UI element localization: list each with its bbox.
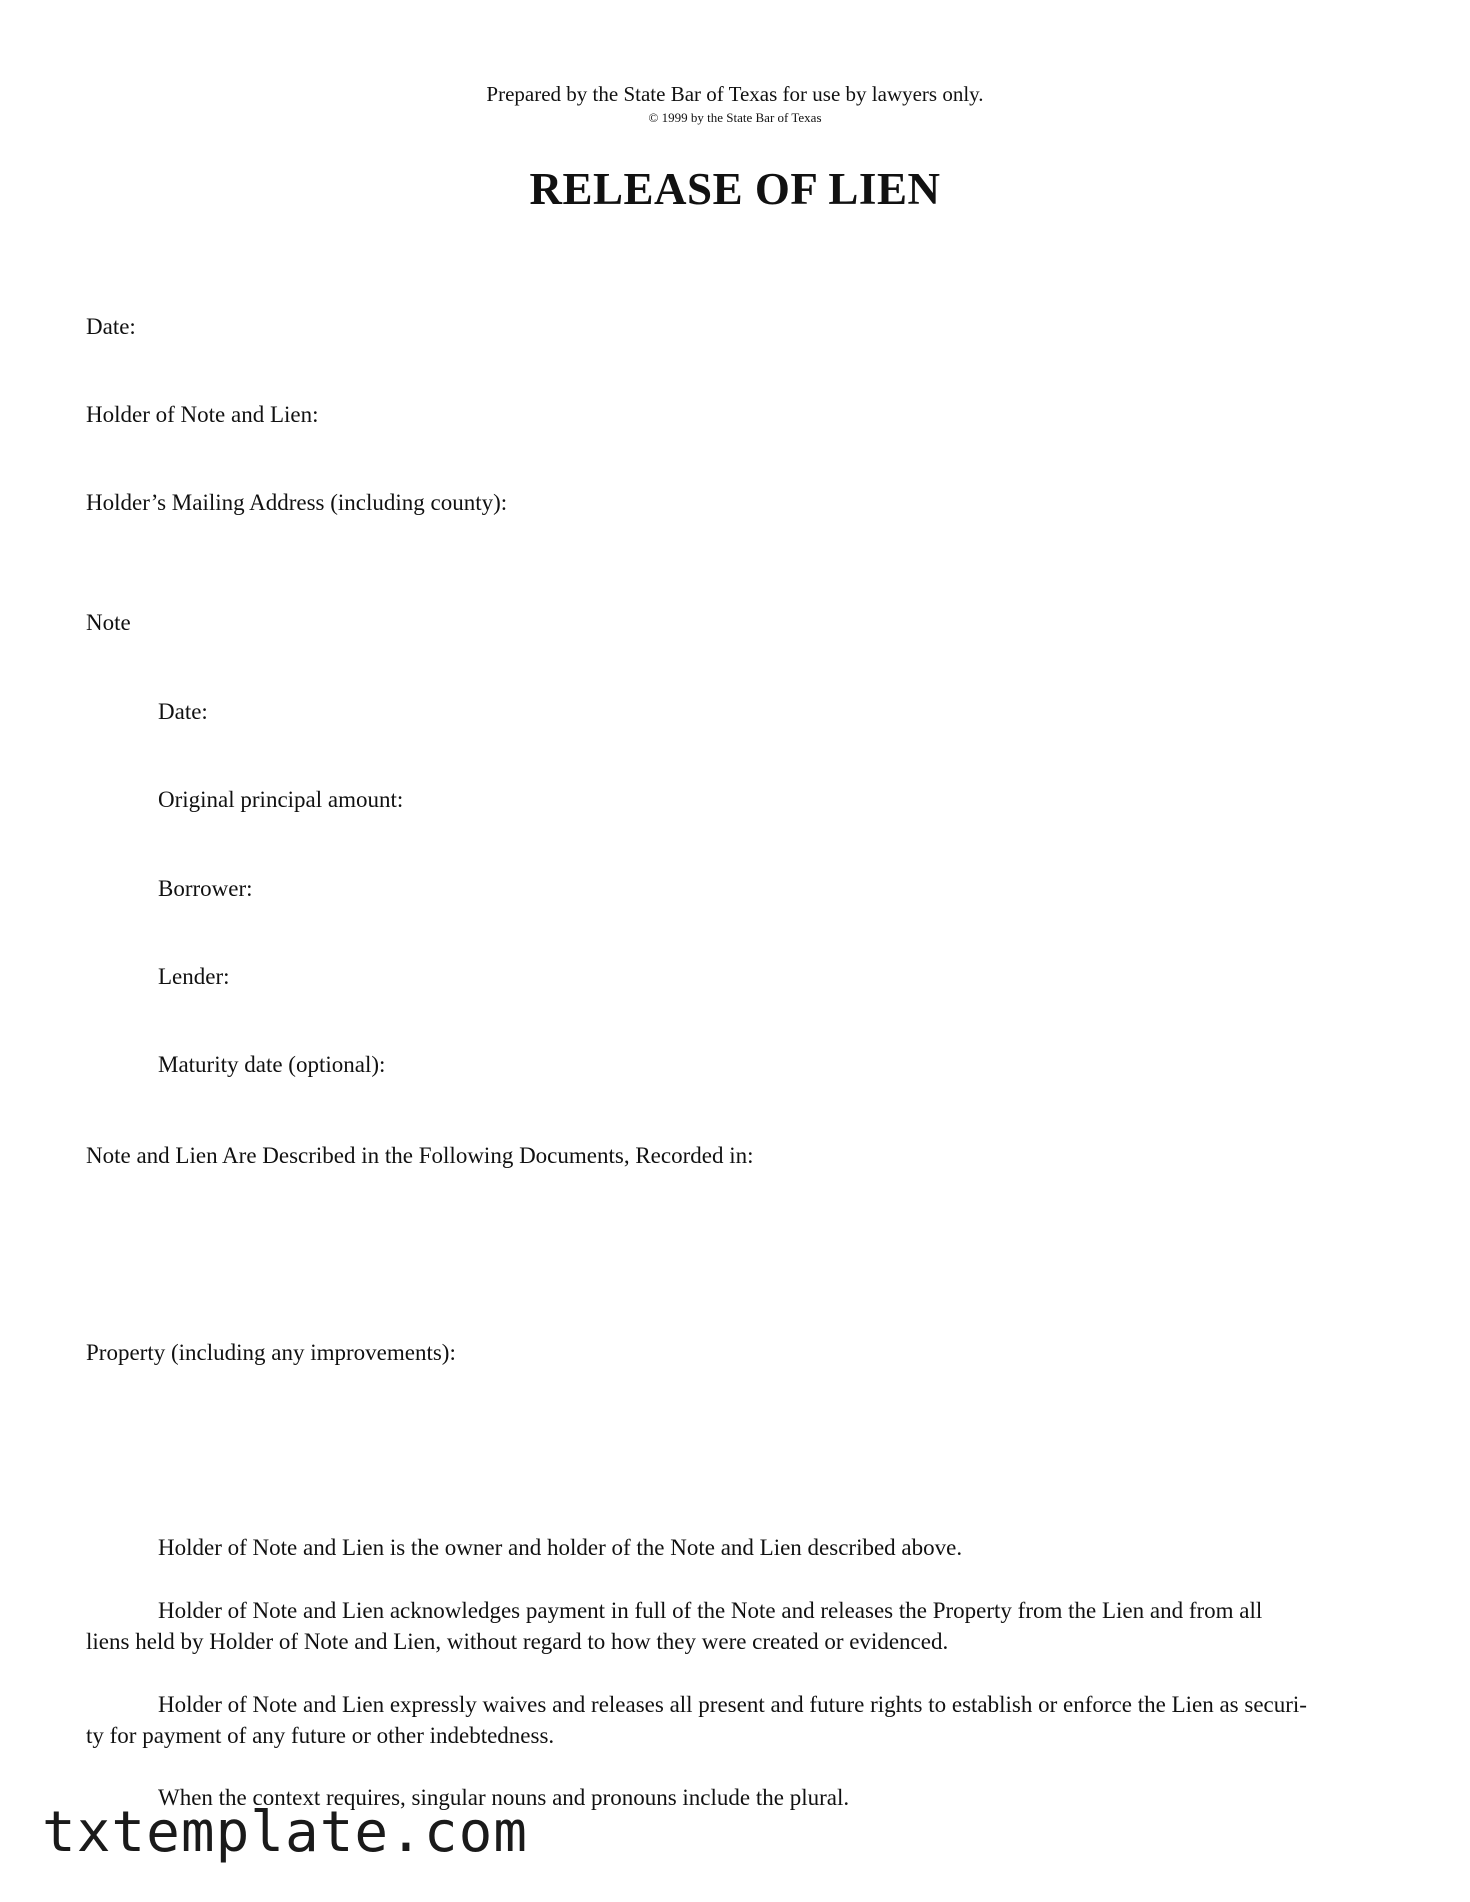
paragraph-plural-text: When the context requires, singular nouns and pronouns include the plural. <box>158 1785 850 1810</box>
paragraph-owner <box>86 1532 1386 1563</box>
maturity-date-label: Maturity date (optional): <box>158 1052 386 1077</box>
date-label: Date: <box>86 314 136 339</box>
watermark-text: txtemplate.com <box>42 1800 529 1865</box>
paragraph-waiver <box>86 1689 1386 1751</box>
document-title: RELEASE OF LIEN <box>529 164 941 214</box>
paragraph-waiver-line1: Holder of Note and Lien expressly waives and releases all present and future rights to establish or enforce the Lien as securi- <box>158 1692 1307 1717</box>
prepared-by-line: Prepared by the State Bar of Texas for use by lawyers only. <box>486 82 984 106</box>
original-principal-label: Original principal amount: <box>158 787 404 812</box>
holder-label: Holder of Note and Lien: <box>86 402 319 427</box>
paragraph-payment-line1: Holder of Note and Lien acknowledges payment in full of the Note and releases the Property from the Lien and from all <box>158 1598 1263 1623</box>
note-date-label: Date: <box>158 699 208 724</box>
copyright-line: © 1999 by the State Bar of Texas <box>648 110 822 125</box>
note-heading: Note <box>86 610 131 635</box>
holder-address-label: Holder’s Mailing Address (including county): <box>86 490 508 515</box>
borrower-label: Borrower: <box>158 876 253 901</box>
documents-label: Note and Lien Are Described in the Following Documents, Recorded in: <box>86 1143 754 1168</box>
lender-label: Lender: <box>158 964 230 989</box>
paragraph-owner-text: Holder of Note and Lien is the owner and holder of the Note and Lien described above. <box>158 1535 963 1560</box>
paragraph-payment-line2: liens held by Holder of Note and Lien, without regard to how they were created or evidenced. <box>86 1629 949 1654</box>
property-label: Property (including any improvements): <box>86 1340 456 1365</box>
paragraph-payment <box>86 1595 1386 1657</box>
paragraph-waiver-line2: ty for payment of any future or other indebtedness. <box>86 1723 555 1748</box>
